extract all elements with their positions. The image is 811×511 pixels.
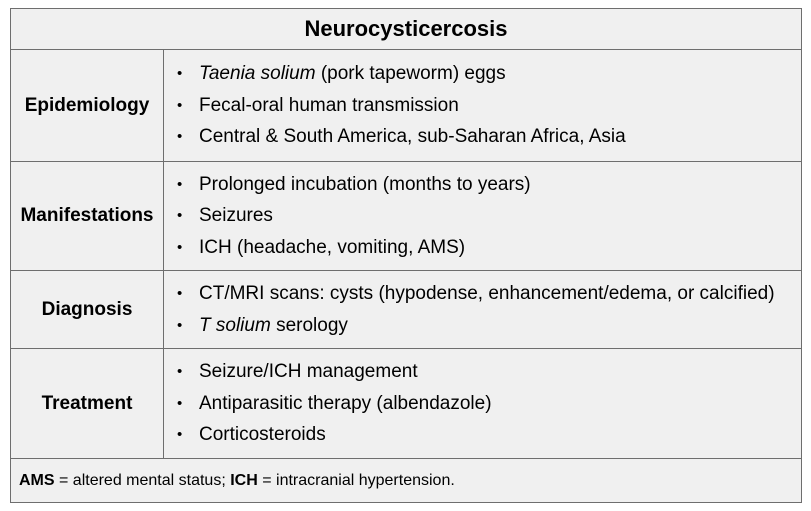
item-text: Fecal-oral human transmission (199, 94, 459, 116)
item-text: ICH (headache, vomiting, AMS) (199, 236, 466, 258)
row-content-diagnosis (164, 271, 801, 348)
list-item (177, 388, 801, 420)
item-text: Antiparasitic therapy (albendazole) (199, 392, 492, 414)
list-item (177, 232, 801, 264)
footnote-term-ams: AMS (19, 472, 55, 489)
item-italic: T solium (199, 314, 271, 336)
table-footnote (11, 459, 801, 503)
footnote-def-ich: = intracranial hypertension. (257, 472, 455, 489)
bullet-icon: • (177, 316, 183, 334)
row-diagnosis (11, 271, 801, 349)
item-text: (pork tapeworm) eggs (315, 63, 506, 85)
row-label-diagnosis: Diagnosis (11, 271, 164, 348)
list-item (177, 58, 801, 90)
bullet-icon: • (177, 426, 183, 444)
list-item (177, 278, 801, 310)
item-text: Seizure/ICH management (199, 361, 418, 383)
row-content-manifestations (164, 162, 801, 270)
bullet-icon: • (177, 363, 183, 381)
list-item (177, 200, 801, 232)
item-text: CT/MRI scans: cysts (hypodense, enhancement/edema, or calcified) (199, 283, 775, 304)
bullet-icon: • (177, 207, 183, 225)
bullet-icon: • (177, 65, 183, 83)
item-text: Central & South America, sub-Saharan Africa, Asia (199, 126, 626, 148)
item-text: serology (270, 314, 348, 336)
row-treatment (11, 349, 801, 459)
footnote-def-ams: = altered mental status; (54, 472, 231, 489)
list-item (177, 419, 801, 451)
neurocysticercosis-table (10, 8, 802, 503)
table-title: Neurocysticercosis (11, 9, 801, 50)
row-content-epidemiology (164, 50, 801, 161)
row-label-epidemiology: Epidemiology (11, 50, 164, 161)
bullet-icon: • (177, 394, 183, 412)
bullet-icon: • (177, 96, 183, 114)
list-item (177, 169, 801, 201)
row-manifestations (11, 162, 801, 271)
list-item (177, 90, 801, 122)
bullet-icon: • (177, 238, 183, 256)
bullet-icon: • (177, 175, 183, 193)
list-item (177, 310, 801, 342)
list-item (177, 356, 801, 388)
item-text: Corticosteroids (199, 424, 326, 446)
list-item (177, 121, 801, 153)
footnote-term-ich: ICH (230, 472, 258, 489)
bullet-icon: • (177, 285, 183, 302)
row-epidemiology (11, 50, 801, 162)
item-text: Seizures (199, 205, 273, 227)
item-italic: Taenia solium (199, 63, 316, 85)
row-content-treatment (164, 349, 801, 458)
row-label-manifestations: Manifestations (11, 162, 164, 270)
row-label-treatment: Treatment (11, 349, 164, 458)
item-text: Prolonged incubation (months to years) (199, 173, 531, 195)
bullet-icon: • (177, 128, 183, 146)
